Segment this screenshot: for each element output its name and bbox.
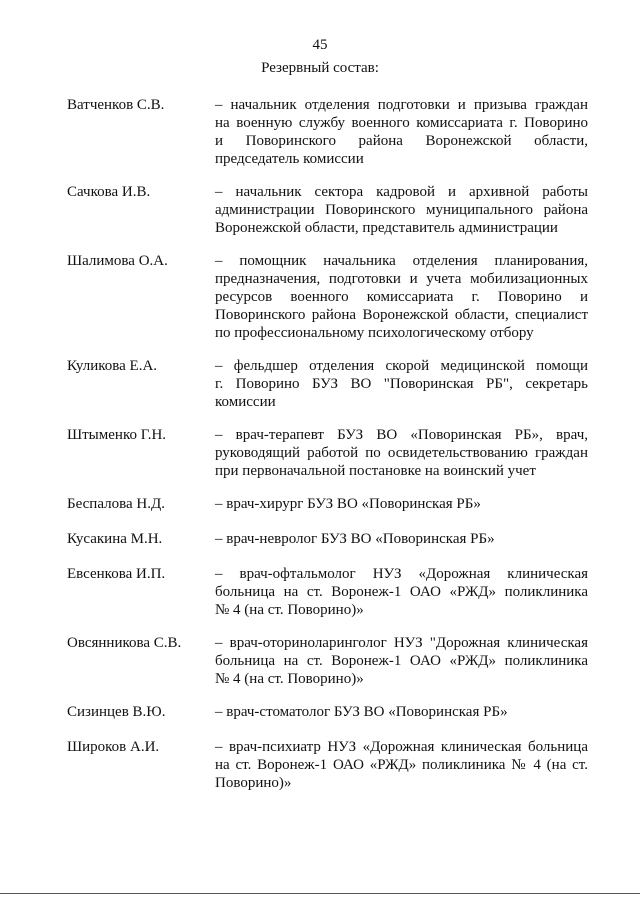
member-role-line: руководящий работой по освидетельствованию граждан <box>215 445 588 461</box>
member-name: Широков А.И. <box>67 739 160 755</box>
member-role-line: – врач-психиатр НУЗ «Дорожная клиническая больница <box>215 739 588 755</box>
member-role <box>215 530 588 548</box>
footer-divider <box>0 893 640 894</box>
member-role-line: и Поворинского района Воронежской области, <box>215 133 588 149</box>
member-role-line: на ст. Воронеж-1 ОАО «РЖД» поликлиника № 4 (на ст. <box>215 757 588 773</box>
member-role-line: – начальник отделения подготовки и призыва граждан <box>215 97 588 113</box>
member-role <box>215 738 588 792</box>
member-role-line: больница на ст. Воронеж-1 ОАО «РЖД» поликлиника <box>215 653 588 669</box>
member-role-line: – начальник сектора кадровой и архивной работы <box>215 184 588 200</box>
member-role-line: предназначения, подготовки и учета мобилизационных <box>215 271 588 287</box>
member-role <box>215 703 588 721</box>
member-role <box>215 96 588 168</box>
member-role <box>215 357 588 411</box>
member-role-line: Поворинского района Воронежской области, специалист <box>215 307 588 323</box>
member-role-line: – помощник начальника отделения планирования, <box>215 253 588 269</box>
member-role-line: – врач-стоматолог БУЗ ВО «Поворинская РБ» <box>215 704 508 720</box>
member-role <box>215 495 588 513</box>
member-role <box>215 183 588 237</box>
member-name: Евсенкова И.П. <box>67 566 166 582</box>
member-role-line: – врач-терапевт БУЗ ВО «Поворинская РБ», врач, <box>215 427 588 443</box>
member-role-line: г. Поворино БУЗ ВО "Поворинская РБ", секретарь <box>215 376 588 392</box>
member-name: Шалимова О.А. <box>67 253 168 269</box>
member-role <box>215 634 588 688</box>
member-role-line: – врач-оториноларинголог НУЗ "Дорожная клиническая <box>215 635 588 651</box>
member-name: Куликова Е.А. <box>67 358 158 374</box>
member-role <box>215 252 588 342</box>
member-role <box>215 426 588 480</box>
section-title: Резервный состав: <box>261 60 379 76</box>
member-role-line: – врач-офтальмолог НУЗ «Дорожная клиническая <box>215 566 588 582</box>
page-number: 45 <box>312 37 328 53</box>
member-role <box>215 565 588 619</box>
member-role-line: № 4 (на ст. Поворино)» <box>215 602 364 618</box>
member-name: Сачкова И.В. <box>67 184 151 200</box>
member-role-line: Воронежской области, представитель администрации <box>215 220 558 236</box>
member-role-line: администрации Поворинского муниципального района <box>215 202 588 218</box>
member-role-line: Поворино)» <box>215 775 292 791</box>
member-name: Овсянникова С.В. <box>67 635 182 651</box>
member-role-line: № 4 (на ст. Поворино)» <box>215 671 364 687</box>
member-role-line: – фельдшер отделения скорой медицинской помощи <box>215 358 588 374</box>
member-role-line: председатель комиссии <box>215 151 364 167</box>
member-name: Сизинцев В.Ю. <box>67 704 166 720</box>
member-role-line: комиссии <box>215 394 276 410</box>
member-role-line: больница на ст. Воронеж-1 ОАО «РЖД» поликлиника <box>215 584 588 600</box>
member-role-line: – врач-хирург БУЗ ВО «Поворинская РБ» <box>215 496 481 512</box>
member-role-line: на военную службу военного комиссариата г. Поворино <box>215 115 588 131</box>
member-role-line: – врач-невролог БУЗ ВО «Поворинская РБ» <box>215 531 495 547</box>
member-name: Ватченков С.В. <box>67 97 165 113</box>
member-name: Кусакина М.Н. <box>67 531 163 547</box>
member-role-line: при первоначальной постановке на воинский учет <box>215 463 536 479</box>
member-name: Беспалова Н.Д. <box>67 496 165 512</box>
member-name: Штыменко Г.Н. <box>67 427 167 443</box>
member-role-line: ресурсов военного комиссариата г. Поворино и <box>215 289 588 305</box>
member-role-line: по профессиональному психологическому отбору <box>215 325 534 341</box>
